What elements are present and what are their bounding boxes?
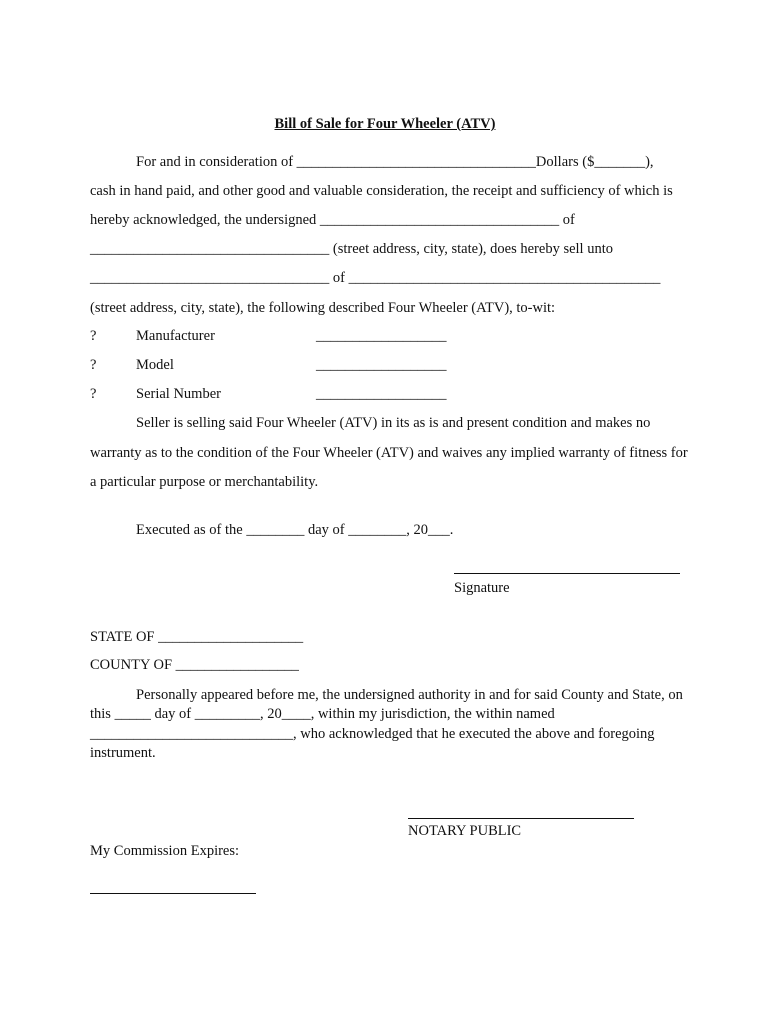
page-title: Bill of Sale for Four Wheeler (ATV) xyxy=(274,116,496,132)
item-label-serial-number: Serial Number xyxy=(136,386,221,402)
item-blank-manufacturer: __________________ xyxy=(316,328,447,344)
notary-line-3: ____________________________, who acknowledged that he executed the above and foregoing xyxy=(90,726,655,742)
item-bullet: ? xyxy=(90,386,97,402)
consideration-line-6: (street address, city, state), the following described Four Wheeler (ATV), to-wit: xyxy=(90,300,556,316)
county-line: COUNTY OF _________________ xyxy=(90,657,299,673)
item-label-model: Model xyxy=(136,357,174,373)
notary-public-label: NOTARY PUBLIC xyxy=(408,823,522,839)
consideration-line-3: hereby acknowledged, the undersigned _________________________________ of xyxy=(90,212,575,228)
executed-line: Executed as of the ________ day of ________, 20___. xyxy=(136,522,454,538)
item-label-manufacturer: Manufacturer xyxy=(136,328,215,344)
warranty-line-1: Seller is selling said Four Wheeler (ATV) in its as is and present condition and makes no xyxy=(136,415,651,431)
notary-line-1: Personally appeared before me, the undersigned authority in and for said County and State, on xyxy=(136,687,683,703)
warranty-line-3: a particular purpose or merchantability. xyxy=(90,474,319,490)
warranty-line-2: warranty as to the condition of the Four Wheeler (ATV) and waives any implied warranty of fitness for xyxy=(90,445,688,461)
commission-expires-rule xyxy=(90,893,256,894)
notary-line-2: this _____ day of _________, 20____, within my jurisdiction, the within named xyxy=(90,706,555,722)
notary-signature-rule xyxy=(408,818,634,819)
consideration-line-4: _________________________________ (street address, city, state), does hereby sell unto xyxy=(90,241,613,257)
notary-line-4: instrument. xyxy=(90,745,156,761)
item-bullet: ? xyxy=(90,328,97,344)
item-blank-serial-number: __________________ xyxy=(316,386,447,402)
signature-label: Signature xyxy=(454,580,510,596)
item-blank-model: __________________ xyxy=(316,357,447,373)
commission-expires-label: My Commission Expires: xyxy=(90,843,240,859)
consideration-line-1: For and in consideration of _________________________________Dollars ($_______), xyxy=(136,154,654,170)
consideration-line-5: _________________________________ of ___________________________________________ xyxy=(90,270,661,286)
signature-rule xyxy=(454,573,680,574)
item-bullet: ? xyxy=(90,357,97,373)
state-line: STATE OF ____________________ xyxy=(90,629,304,645)
consideration-line-2: cash in hand paid, and other good and valuable consideration, the receipt and sufficiency of which is xyxy=(90,183,673,199)
